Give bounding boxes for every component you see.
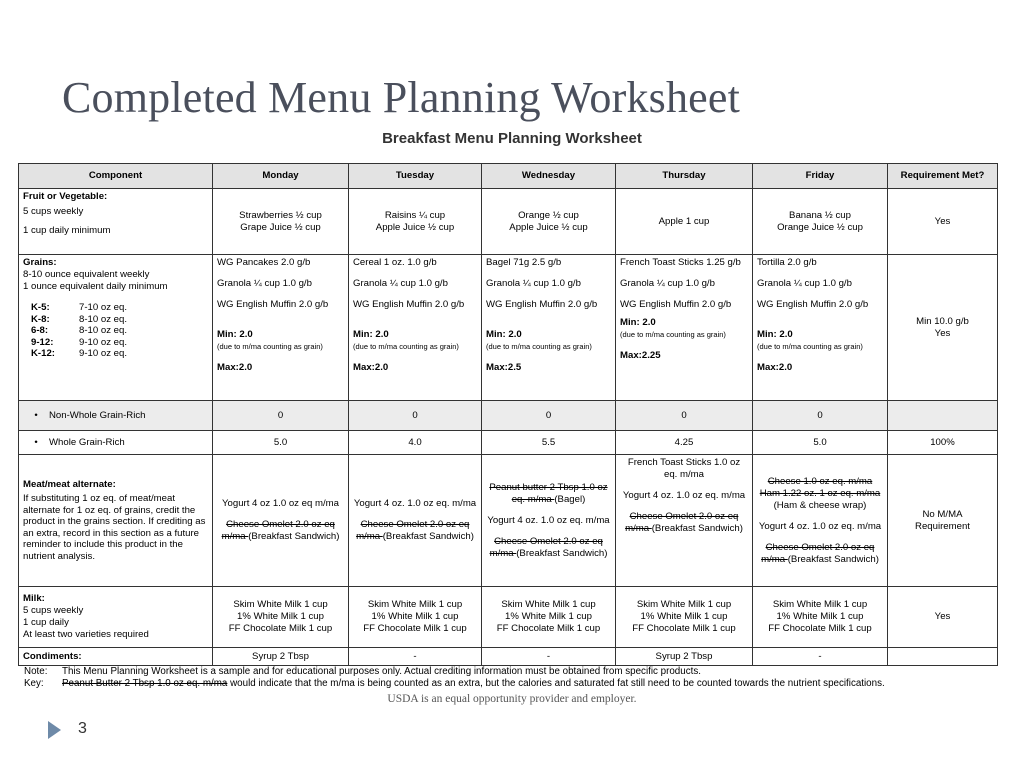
milk-friday: [753, 587, 888, 648]
condiments-thursday: Syrup 2 Tbsp: [616, 648, 753, 666]
meat-wednesday-extra-1: [486, 482, 611, 506]
whole-grain-label-cell: [19, 431, 213, 455]
grains-tuesday-item: Cereal 1 oz. 1.0 g/b: [353, 257, 437, 268]
grains-tuesday-item: Granola ¼ cup 1.0 g/b: [353, 278, 448, 289]
meat-thursday-struck: Cheese Omelet 2.0 oz eq m/ma: [625, 511, 739, 534]
milk-varieties: At least two varieties required: [23, 629, 149, 640]
fruit-tuesday-item: Raisins ¼ cup: [384, 209, 446, 221]
fruit-tuesday-item: Apple Juice ½ cup: [375, 221, 455, 233]
grains-tuesday-min: Min: 2.0: [353, 329, 389, 340]
meat-monday-extra: [217, 519, 344, 543]
milk-label: Milk:: [23, 593, 45, 604]
milk-item: Skim White Milk 1 cup: [233, 599, 328, 610]
non-whole-grain-thursday: 0: [616, 401, 753, 431]
meat-wednesday-extra-2: [486, 536, 611, 560]
grains-wednesday-min-note: (due to m/ma counting as grain): [486, 342, 592, 351]
condiments-requirement-met: [888, 648, 998, 666]
meat-friday-item: Yogurt 4 oz. 1.0 oz eq. m/ma: [758, 520, 882, 532]
key-line: [24, 678, 1004, 690]
meat-tuesday-extra: [353, 519, 477, 543]
grains-monday-item: WG Pancakes 2.0 g/b: [217, 257, 311, 268]
whole-grain-requirement-met: 100%: [888, 431, 998, 455]
fruit-weekly: 5 cups weekly: [23, 206, 84, 217]
fruit-label: Fruit or Vegetable:: [23, 191, 108, 202]
grade-range: 8-10 oz eq.: [79, 313, 128, 325]
grains-wednesday-item: Granola ¼ cup 1.0 g/b: [486, 278, 581, 289]
grade-range-item: [23, 314, 208, 326]
meat-label: Meat/meat alternate:: [23, 479, 116, 490]
grains-monday-max: Max:2.0: [217, 362, 253, 373]
milk-daily: 1 cup daily: [23, 617, 69, 628]
grains-monday-item: Granola ¼ cup 1.0 g/b: [217, 278, 312, 289]
non-whole-grain-wednesday: 0: [482, 401, 616, 431]
grade-range-list: [23, 302, 208, 360]
grains-thursday-item: Granola ¼ cup 1.0 g/b: [620, 278, 715, 289]
grains-requirement-met: [888, 255, 998, 401]
meat-thursday-extra: [620, 511, 748, 535]
grains-monday-item: WG English Muffin 2.0 g/b: [217, 299, 329, 310]
meat-description: If substituting 1 oz eq. of meat/meat alternate for 1 oz eq. of grains, credit the product in the grains section. If crediting as an extra, record in this section as a future reminder to include this product in the nutrient analysis.: [23, 493, 206, 562]
meat-wednesday-note: (Breakfast Sandwich): [516, 547, 608, 559]
grade-range-item: [23, 325, 208, 337]
milk-requirement-met: Yes: [888, 587, 998, 648]
grains-friday-item: Tortilla 2.0 g/b: [757, 257, 817, 268]
grains-wednesday-min: Min: 2.0: [486, 329, 522, 340]
milk-wednesday: [482, 587, 616, 648]
fruit-wednesday-item: Apple Juice ½ cup: [509, 221, 588, 233]
grains-thursday-item: WG English Muffin 2.0 g/b: [620, 299, 732, 310]
grade-range: 7-10 oz eq.: [79, 302, 128, 313]
fruit-component-cell: [19, 189, 213, 255]
grains-component-cell: [19, 255, 213, 401]
fruit-row: [19, 189, 998, 255]
meat-met-line: Requirement: [915, 520, 970, 532]
grains-friday: [753, 255, 888, 401]
meat-monday-struck: Cheese Omelet 2.0 oz eq m/ma: [221, 519, 335, 542]
fruit-monday: [213, 189, 349, 255]
milk-item: 1% White Milk 1 cup: [371, 611, 459, 622]
grains-tuesday: [349, 255, 482, 401]
milk-item: FF Chocolate Milk 1 cup: [228, 623, 333, 634]
grade-range-item: [23, 348, 208, 360]
meat-tuesday-note: (Breakfast Sandwich): [382, 531, 474, 542]
milk-item: Skim White Milk 1 cup: [501, 599, 596, 610]
worksheet-title: Breakfast Menu Planning Worksheet: [382, 130, 642, 147]
key-struck-example: Peanut Butter 2 Tbsp 1.0 oz eq. m/ma: [62, 678, 228, 689]
meat-wednesday-struck: Peanut butter 2 Tbsp 1.0 oz eq. m/ma: [489, 481, 608, 505]
meat-friday-struck: Cheese 1.0 oz eq. m/ma Ham 1.22 oz. 1 oz eq. m/ma: [759, 475, 881, 499]
milk-item: Skim White Milk 1 cup: [636, 599, 732, 610]
whole-grain-friday: 5.0: [753, 431, 888, 455]
non-whole-grain-row: [19, 401, 998, 431]
whole-grain-row: [19, 431, 998, 455]
grains-friday-max: Max:2.0: [757, 362, 793, 373]
meat-tuesday: [349, 455, 482, 587]
worksheet-notes: [24, 666, 1004, 690]
meat-friday-note: (Breakfast Sandwich): [787, 553, 879, 565]
milk-item: FF Chocolate Milk 1 cup: [363, 623, 467, 634]
meat-wednesday-struck: Cheese Omelet 2.0 oz eq m/ma: [489, 535, 603, 559]
whole-grain-thursday: 4.25: [616, 431, 753, 455]
fruit-friday: [753, 189, 888, 255]
grains-wednesday-item: Bagel 71g 2.5 g/b: [486, 257, 562, 268]
menu-planning-table: [18, 163, 998, 666]
meat-component-cell: [19, 455, 213, 587]
grade-range: 8-10 oz eq.: [79, 325, 128, 336]
grade-label: K-8:: [31, 313, 50, 325]
meat-tuesday-item: Yogurt 4 oz. 1.0 oz eq. m/ma: [353, 498, 477, 509]
note-text: This Menu Planning Worksheet is a sample and for educational purposes only. Actual crediting information must be obtained from specific products.: [62, 666, 701, 677]
page-number: 3: [78, 720, 87, 737]
condiments-row: [19, 648, 998, 666]
grains-wednesday: [482, 255, 616, 401]
grains-met-min: Min 10.0 g/b: [916, 315, 969, 327]
note-line: [24, 666, 1004, 678]
meat-tuesday-struck: Cheese Omelet 2.0 oz eq m/ma: [356, 519, 470, 542]
fruit-requirement-met: Yes: [888, 189, 998, 255]
fruit-monday-item: Grape Juice ½ cup: [240, 221, 321, 233]
condiments-friday: -: [753, 648, 888, 666]
key-text: would indicate that the m/ma is being counted as an extra, but the calories and saturated fat still need to be counted towards the nutrient specifications.: [227, 678, 885, 689]
header-monday: Monday: [213, 164, 349, 189]
milk-item: Skim White Milk 1 cup: [367, 599, 463, 610]
milk-item: 1% White Milk 1 cup: [776, 611, 864, 622]
fruit-wednesday-item: Orange ½ cup: [518, 209, 579, 221]
grains-friday-min: Min: 2.0: [757, 329, 793, 340]
milk-item: 1% White Milk 1 cup: [640, 611, 728, 622]
grains-monday: [213, 255, 349, 401]
meat-wednesday-item: Yogurt 4 oz. 1.0 oz eq. m/ma: [487, 514, 610, 526]
meat-row: [19, 455, 998, 587]
note-label: Note:: [24, 666, 48, 677]
grains-tuesday-item: WG English Muffin 2.0 g/b: [353, 299, 465, 310]
fruit-thursday-item: Apple 1 cup: [658, 215, 710, 227]
meat-friday-note: (Ham & cheese wrap): [773, 499, 867, 511]
meat-friday-extra-1: [757, 476, 883, 512]
non-whole-grain-requirement-met: [888, 401, 998, 431]
non-whole-grain-label-cell: [19, 401, 213, 431]
grains-thursday-min: Min: 2.0: [620, 317, 656, 328]
usda-statement: USDA is an equal opportunity provider and employer.: [387, 693, 637, 705]
condiments-tuesday: -: [349, 648, 482, 666]
grade-range-item: [23, 302, 208, 314]
milk-item: Skim White Milk 1 cup: [772, 599, 868, 610]
milk-item: FF Chocolate Milk 1 cup: [768, 623, 872, 634]
grains-label: Grains:: [23, 257, 57, 268]
grains-wednesday-item: WG English Muffin 2.0 g/b: [486, 299, 598, 310]
milk-component-cell: [19, 587, 213, 648]
fruit-friday-item: Orange Juice ½ cup: [777, 221, 863, 233]
grade-range-item: [23, 337, 208, 349]
meat-monday-item: Yogurt 4 oz 1.0 oz eq m/ma: [222, 498, 339, 509]
meat-friday: [753, 455, 888, 587]
milk-thursday: [616, 587, 753, 648]
key-label: Key:: [24, 678, 44, 689]
non-whole-grain-friday: 0: [753, 401, 888, 431]
meat-wednesday: [482, 455, 616, 587]
grains-weekly: 8-10 ounce equivalent weekly: [23, 269, 150, 280]
meat-requirement-met: [888, 455, 998, 587]
grade-range: 9-10 oz eq.: [79, 336, 128, 348]
milk-item: FF Chocolate Milk 1 cup: [496, 623, 601, 634]
grade-label: K-12:: [31, 348, 55, 359]
meat-friday-extra-2: [757, 542, 883, 566]
condiments-label: Condiments:: [19, 648, 213, 666]
header-wednesday: Wednesday: [482, 164, 616, 189]
meat-wednesday-note: (Bagel): [554, 493, 586, 505]
milk-item: FF Chocolate Milk 1 cup: [632, 623, 736, 634]
grains-met-status: Yes: [934, 327, 951, 339]
condiments-wednesday: -: [482, 648, 616, 666]
grade-label: 6-8:: [31, 325, 49, 336]
grains-wednesday-max: Max:2.5: [486, 362, 522, 373]
meat-thursday-item: Yogurt 4 oz. 1.0 oz eq. m/ma: [622, 490, 746, 501]
whole-grain-tuesday: 4.0: [349, 431, 482, 455]
grade-range: 9-10 oz eq.: [79, 348, 128, 359]
bullet-icon: •: [34, 436, 38, 448]
slide-title: Completed Menu Planning Worksheet: [62, 73, 741, 122]
header-thursday: Thursday: [616, 164, 753, 189]
grade-label: K-5:: [31, 302, 50, 313]
fruit-daily: 1 cup daily minimum: [23, 225, 111, 236]
grains-tuesday-min-note: (due to m/ma counting as grain): [353, 342, 459, 351]
grains-thursday-min-note: (due to m/ma counting as grain): [620, 330, 726, 339]
milk-tuesday: [349, 587, 482, 648]
fruit-tuesday: [349, 189, 482, 255]
milk-weekly: 5 cups weekly: [23, 605, 84, 616]
whole-grain-label: Whole Grain-Rich: [49, 436, 125, 448]
grains-tuesday-max: Max:2.0: [353, 362, 389, 373]
milk-row: [19, 587, 998, 648]
non-whole-grain-tuesday: 0: [349, 401, 482, 431]
meat-met-line: No M/MA: [922, 508, 963, 520]
grains-thursday-max: Max:2.25: [620, 350, 661, 361]
whole-grain-monday: 5.0: [213, 431, 349, 455]
fruit-wednesday: [482, 189, 616, 255]
fruit-monday-item: Strawberries ½ cup: [239, 209, 322, 221]
fruit-friday-item: Banana ½ cup: [789, 209, 851, 221]
grains-row: [19, 255, 998, 401]
header-tuesday: Tuesday: [349, 164, 482, 189]
grains-thursday: [616, 255, 753, 401]
header-component: Component: [19, 164, 213, 189]
milk-item: 1% White Milk 1 cup: [237, 611, 324, 622]
grains-friday-item: WG English Muffin 2.0 g/b: [757, 299, 869, 310]
grains-thursday-item: French Toast Sticks 1.25 g/b: [620, 257, 741, 268]
grains-friday-min-note: (due to m/ma counting as grain): [757, 342, 863, 351]
bullet-icon: •: [34, 409, 38, 421]
meat-monday: [213, 455, 349, 587]
grains-friday-item: Granola ¼ cup 1.0 g/b: [757, 278, 852, 289]
meat-thursday-note: (Breakfast Sandwich): [651, 523, 743, 534]
header-friday: Friday: [753, 164, 888, 189]
meat-thursday: [616, 455, 753, 587]
header-row: [19, 164, 998, 189]
milk-monday: [213, 587, 349, 648]
non-whole-grain-label: Non-Whole Grain-Rich: [49, 409, 146, 421]
play-arrow-icon: [48, 721, 61, 739]
header-requirement-met: Requirement Met?: [888, 164, 998, 189]
meat-monday-note: (Breakfast Sandwich): [248, 531, 340, 542]
grains-monday-min-note: (due to m/ma counting as grain): [217, 342, 323, 351]
milk-item: 1% White Milk 1 cup: [505, 611, 592, 622]
grade-label: 9-12:: [31, 336, 54, 348]
grains-monday-min: Min: 2.0: [217, 329, 253, 340]
meat-friday-struck: Cheese Omelet 2.0 oz eq m/ma: [761, 541, 875, 565]
condiments-monday: Syrup 2 Tbsp: [213, 648, 349, 666]
non-whole-grain-monday: 0: [213, 401, 349, 431]
grains-daily: 1 ounce equivalent daily minimum: [23, 281, 168, 292]
whole-grain-wednesday: 5.5: [482, 431, 616, 455]
fruit-thursday: [616, 189, 753, 255]
meat-thursday-item: French Toast Sticks 1.0 oz eq. m/ma: [627, 457, 741, 480]
